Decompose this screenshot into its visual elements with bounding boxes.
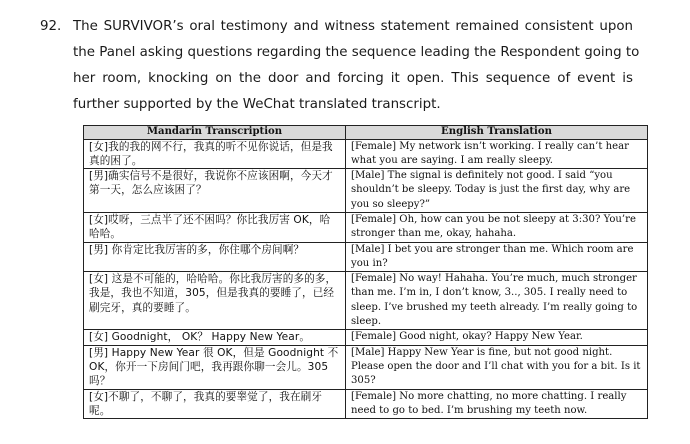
mandarin-cell: [男]确实信号不是很好，我说你不应该困啊，今天才第一天，怎么应该困了？	[84, 169, 346, 213]
paragraph-number: 92.	[40, 19, 62, 34]
paragraph-line: her room, knocking on the door and forcing it open. This sequence of event is	[73, 71, 633, 86]
paragraph-line: The SURVIVOR’s oral testimony and witness statement remained consistent upon	[73, 19, 633, 34]
mandarin-cell: [男] 你肯定比我厉害的多，你住哪个房间啊？	[84, 242, 346, 272]
english-cell: [Male] I bet you are stronger than me. Which room are you in?	[346, 242, 648, 272]
english-cell: [Female] Good night, okay? Happy New Year.	[346, 330, 648, 345]
mandarin-cell: [女]不聊了，不聊了，我真的要睾觉了，我在刷牙呢。	[84, 389, 346, 419]
table-row	[84, 242, 648, 272]
english-cell: [Female] My network isn’t working. I really can’t hear what you are saying. I am really sleepy.	[346, 139, 648, 169]
header-english: English Translation	[346, 126, 648, 140]
english-cell: [Female] No more chatting, no more chatting. I really need to go to bed. I’m brushing my teeth now.	[346, 389, 648, 419]
mandarin-cell: [男] Happy New Year 很 OK，但是 Goodnight 不 OK，你开一下房间门吧，我再跟你聊一会儿。305吗？	[84, 345, 346, 389]
table-row	[84, 212, 648, 242]
table-row	[84, 389, 648, 419]
paragraph-line: the Panel asking questions regarding the sequence leading the Respondent going to	[73, 45, 640, 60]
mandarin-cell: [女]我的我的网不行，我真的听不见你说话，但是我真的困了。	[84, 139, 346, 169]
english-cell: [Male] The signal is definitely not good. I said “you shouldn’t be sleepy. Today is just the first day, why are you so sleepy?”	[346, 169, 648, 213]
paragraph-line: further supported by the WeChat translated transcript.	[73, 97, 441, 112]
english-cell: [Female] Oh, how can you be not sleepy at 3:30? You’re stronger than me, okay, hahaha.	[346, 212, 648, 242]
table-row	[84, 272, 648, 330]
mandarin-cell: [女] Goodnight， OK？ Happy New Year。	[84, 330, 346, 345]
paragraph-text	[73, 14, 640, 118]
transcript-table	[83, 125, 648, 419]
table-row	[84, 139, 648, 169]
mandarin-cell: [女]哎呀，三点半了还不困吗？你比我厉害 OK，哈哈哈。	[84, 212, 346, 242]
table-row	[84, 345, 648, 389]
mandarin-cell: [女] 这是不可能的，哈哈哈。你比我厉害的多的多，我是，我也不知道，305，但是我真的要睡了，已经刷完牙，真的要睡了。	[84, 272, 346, 330]
header-mandarin: Mandarin Transcription	[84, 126, 346, 140]
table-row	[84, 169, 648, 213]
english-cell: [Female] No way! Hahaha. You’re much, much stronger than me. I’m in, I don’t know, 3.., 305. I really need to sleep. I’ve brushed my teeth already. I’m really going to sleep.	[346, 272, 648, 330]
table-row	[84, 330, 648, 345]
table-header-row	[84, 126, 648, 140]
english-cell: [Male] Happy New Year is fine, but not good night. Please open the door and I’ll chat with you for a bit. Is it 305?	[346, 345, 648, 389]
